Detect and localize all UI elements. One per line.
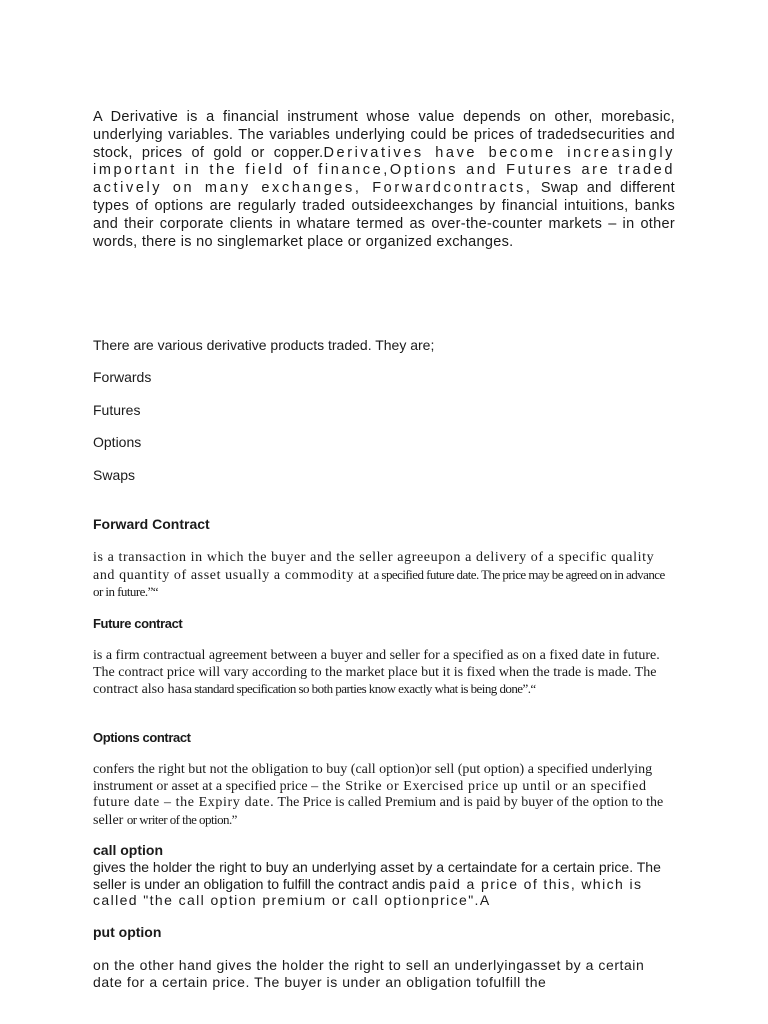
options-text-a: confers the right but not the obligation to buy (call option)or sell (put option) a specified underlying instrument or asset at a specified price – <box>93 762 653 794</box>
intro-paragraph <box>93 109 675 251</box>
call-text-a: gives the holder the right to buy an underlying asset by a certaindate for a certain price. The seller is under an obligation to fulfill the contract andis <box>93 859 661 892</box>
product-item-forwards: Forwards <box>93 369 152 385</box>
forward-text-a: is a transaction in which the buyer and the seller agreeupon a delivery of a specific quality and quantity of asset usually a commodity at <box>93 550 655 583</box>
future-text-b: a standard specification so both parties know exactly what is being done”.“ <box>186 681 536 696</box>
forward-text-b: a specified future date. The price may be agreed on in advance or in future.”“ <box>93 566 665 599</box>
options-contract-title: Options contract <box>93 730 191 745</box>
options-contract-text <box>93 762 673 829</box>
intro-text-3: Swap and different types of options are regularly traded outsideexchanges by financial intuitions, banks and their corporate clients in whatare termed as over-the-counter markets – in other words, there is no singlemarket place or organized exchanges. <box>93 180 675 250</box>
future-contract-title: Future contract <box>93 616 183 631</box>
options-text-b: the Strike or Exercised price up until or an specified future date – the Expiry date. <box>93 778 647 810</box>
forward-contract-title: Forward Contract <box>93 516 210 532</box>
put-option-text: on the other hand gives the holder the right to sell an underlyingasset by a certain date for a certain price. The buyer is under an obligation tofulfill the <box>93 957 645 990</box>
options-text-c: The Price is called Premium and is paid by buyer of the option to the seller <box>93 795 664 828</box>
product-item-swaps: Swaps <box>93 467 136 483</box>
future-contract-text <box>93 648 673 699</box>
options-text-d: or writer of the option.” <box>126 811 237 827</box>
forward-contract-text <box>93 550 673 602</box>
product-item-options: Options <box>93 434 142 450</box>
call-text-c: A <box>479 892 490 908</box>
call-option-title: call option <box>93 842 163 858</box>
intro-text-2: Derivatives have become increasingly important in the field of finance,Options and Futures are traded actively on many exchanges, Forwardcontracts, <box>93 144 675 197</box>
put-option-title: put option <box>93 924 162 940</box>
call-option-text <box>93 859 673 909</box>
products-heading: There are various derivative products traded. They are; <box>93 337 435 353</box>
intro-text-1: A Derivative is a financial instrument whose value depends on other, morebasic, underlying variables. The variables underlying could be prices of tradedsecurities and stock, prices of gold or copper. <box>93 109 675 161</box>
call-text-b: paid a price of this, which is called "the call option premium or call optionprice". <box>93 875 643 908</box>
future-text-a: is a firm contractual agreement between a buyer and seller for a specified as on a fixed date in future. The contract price will vary according to the market place but it is fixed when the trade is made. The contract also has <box>93 648 660 697</box>
product-item-futures: Futures <box>93 402 141 418</box>
